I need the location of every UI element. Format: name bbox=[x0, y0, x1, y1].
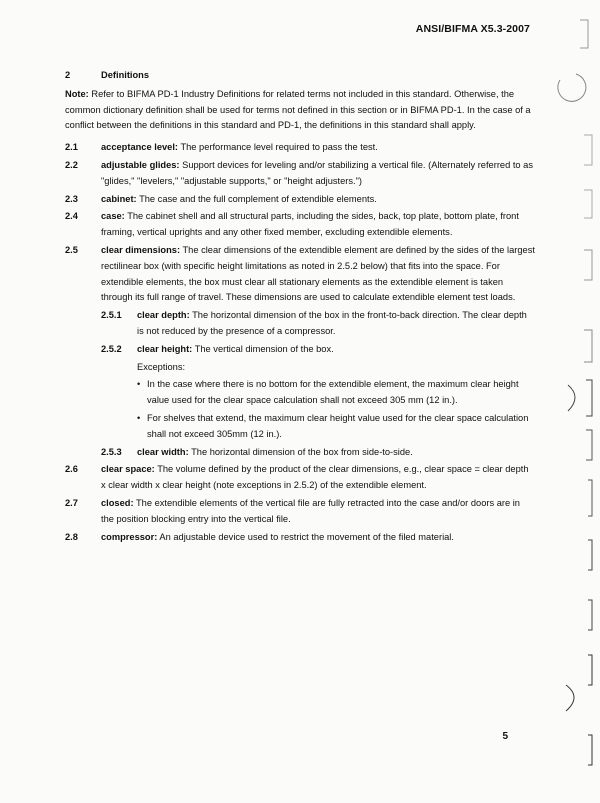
section-number: 2 bbox=[65, 70, 71, 80]
binder-bracket-mark bbox=[588, 735, 592, 765]
binder-ring-mark bbox=[568, 385, 575, 411]
binder-bracket-mark bbox=[586, 430, 592, 460]
binder-ring-mark bbox=[558, 74, 586, 101]
definition-number: 2.4 bbox=[65, 211, 78, 222]
definition-term: case: bbox=[101, 211, 125, 222]
definition-term: cabinet: bbox=[101, 193, 137, 204]
definition-term: clear depth: bbox=[137, 310, 190, 321]
definition-text: The horizontal dimension of the box in the front-to-back direction. The clear depth is not reduced by the presence of a compressor. bbox=[137, 310, 527, 336]
definition-text: The horizontal dimension of the box from side-to-side. bbox=[191, 446, 413, 457]
binder-bracket-mark bbox=[588, 480, 592, 516]
definition-term: clear dimensions: bbox=[101, 244, 181, 255]
definition-number: 2.3 bbox=[65, 193, 78, 204]
exception-text: For shelves that extend, the maximum clear height value used for the clear space calculation shall not exceed 305mm (12 in.). bbox=[147, 412, 529, 439]
definition-text: The volume defined by the product of the clear dimensions, e.g., clear space = clear depth x clear width x clear height (note exceptions in 2.5.2) of the extendible element. bbox=[101, 464, 529, 491]
definition-text: The extendible elements of the vertical file are fully retracted into the case and/or doors are in the position blocking entry into the vertical file. bbox=[101, 497, 520, 524]
binder-bracket-mark bbox=[584, 190, 592, 218]
definition-term: adjustable glides: bbox=[101, 159, 180, 170]
definition-text: Support devices for leveling and/or stabilizing a vertical file. (Alternately referred to as "glides," "levelers," "adjustable supports," or "height adjusters.") bbox=[101, 159, 533, 186]
binder-bracket-mark bbox=[588, 540, 592, 570]
binder-bracket-mark bbox=[586, 380, 592, 416]
definition-number: 2.5 bbox=[65, 244, 78, 255]
definition-number: 2.5.3 bbox=[101, 446, 122, 457]
definition-term: clear width: bbox=[137, 446, 189, 457]
definition-number: 2.1 bbox=[65, 142, 78, 153]
note-text: Refer to BIFMA PD-1 Industry Definitions for related terms not included in this standard. Otherwise, the common dictionary definition shall be used for terms not defined in this section or in BIFMA PD-1. In the case of a conflict between the definitions in this standard and PD-1, the definitions in this standard shall apply. bbox=[65, 88, 531, 131]
bullet-icon: • bbox=[137, 412, 141, 423]
definition-term: clear height: bbox=[137, 343, 193, 354]
definition-term: closed: bbox=[101, 497, 134, 508]
section-title: Definitions bbox=[101, 70, 150, 80]
binder-bracket-mark bbox=[584, 330, 592, 362]
definition-text: The case and the full complement of extendible elements. bbox=[139, 193, 377, 204]
page-number: 5 bbox=[502, 731, 508, 742]
definition-term: acceptance level: bbox=[101, 142, 179, 153]
bullet-icon: • bbox=[137, 379, 141, 390]
exceptions-label: Exceptions: bbox=[137, 361, 186, 372]
definition-number: 2.5.2 bbox=[101, 343, 122, 354]
binder-bracket-mark bbox=[588, 655, 592, 685]
binder-bracket-mark bbox=[588, 600, 592, 630]
definition-text: The clear dimensions of the extendible element are defined by the sides of the largest rectilinear box (with specific height limitations as noted in 2.5.2 below) that fits into the space. For extendible elements, the box must clear all stationary elements as the extendible element is taken through its full range of travel. These dimensions are used to calculate extendible element test loads. bbox=[101, 244, 535, 303]
binder-bracket-mark bbox=[580, 20, 588, 48]
definition-number: 2.8 bbox=[65, 531, 78, 542]
definition-text: The cabinet shell and all structural parts, including the sides, back, top plate, bottom plate, front framing, vertical uprights and any other fixed member, excluding extendible elements. bbox=[101, 211, 519, 238]
definition-number: 2.7 bbox=[65, 497, 78, 508]
definition-term: clear space: bbox=[101, 464, 155, 475]
definition-text: An adjustable device used to restrict the movement of the filed material. bbox=[159, 531, 454, 542]
definition-number: 2.2 bbox=[65, 159, 78, 170]
definition-term: compressor: bbox=[101, 531, 158, 542]
binder-ring-mark bbox=[566, 685, 574, 711]
definition-number: 2.5.1 bbox=[101, 310, 122, 321]
binder-bracket-mark bbox=[584, 250, 592, 280]
definition-text: The performance level required to pass the test. bbox=[180, 142, 378, 153]
exception-text: In the case where there is no bottom for the extendible element, the maximum clear height value used for the clear space calculation shall not exceed 305 mm (12 in.). bbox=[147, 379, 519, 406]
running-header: ANSI/BIFMA X5.3-2007 bbox=[415, 23, 530, 35]
note-label: Note: bbox=[65, 88, 89, 99]
binder-bracket-mark bbox=[584, 135, 592, 165]
definition-text: The vertical dimension of the box. bbox=[194, 343, 334, 354]
definition-number: 2.6 bbox=[65, 464, 78, 475]
